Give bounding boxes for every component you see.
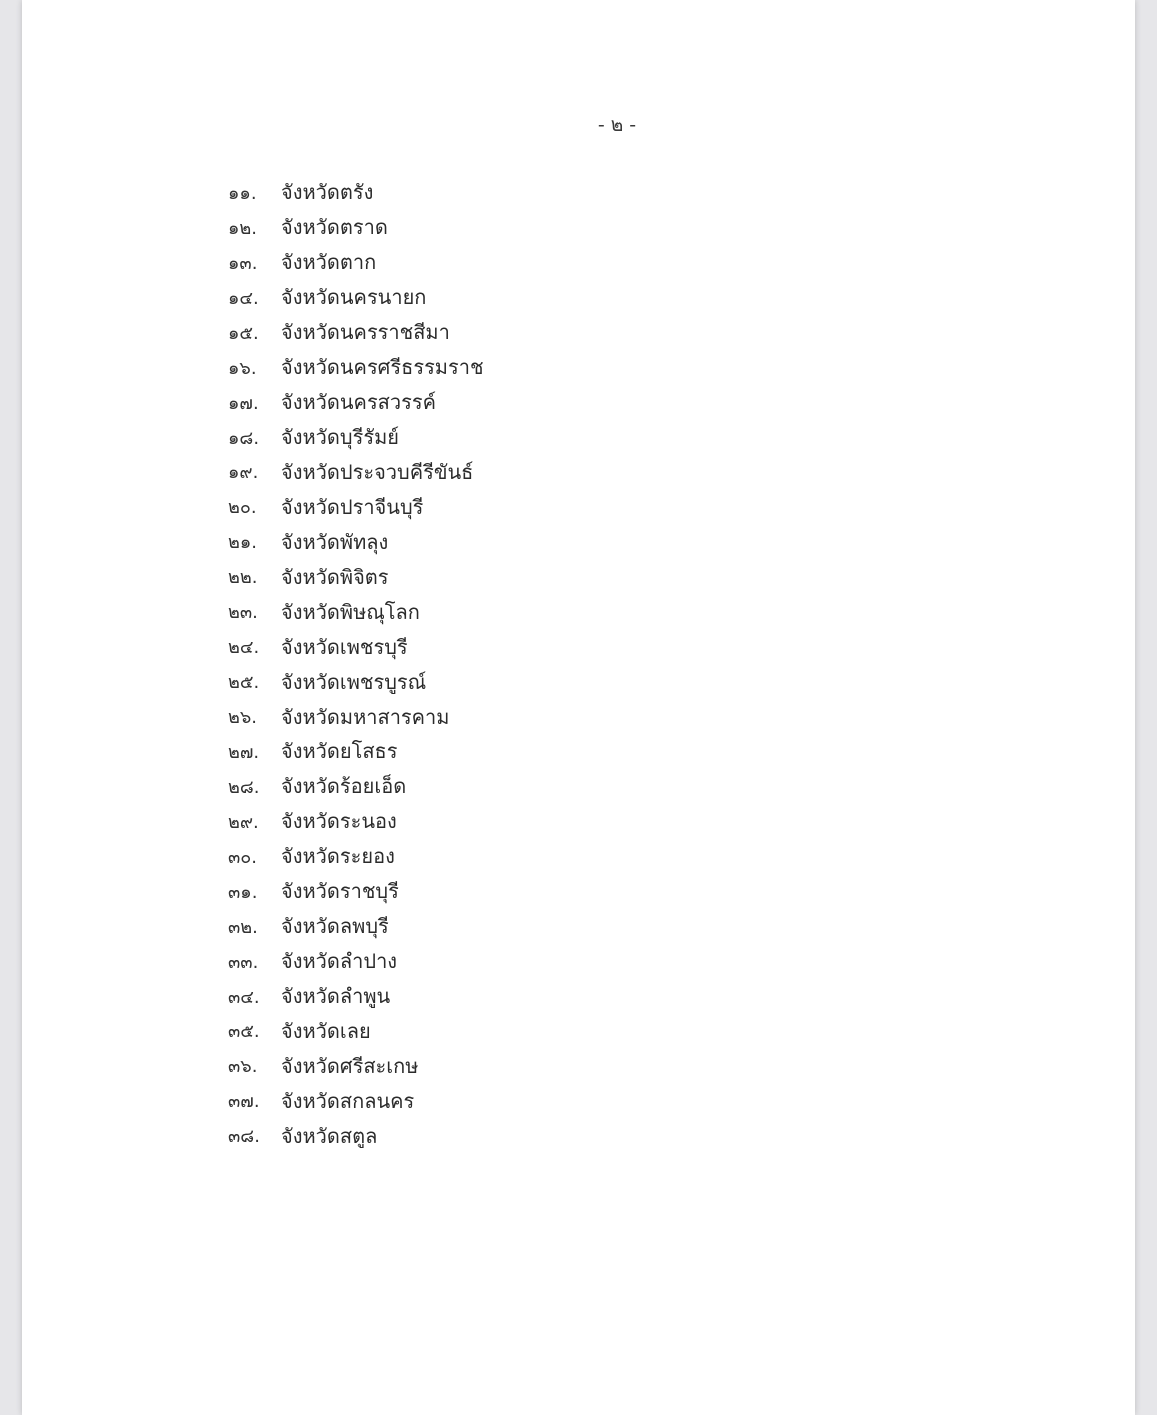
list-item xyxy=(228,839,484,874)
province-name: จังหวัดนครสวรรค์ xyxy=(281,390,436,415)
item-number: ๓๔. xyxy=(228,986,260,1008)
list-item xyxy=(228,699,484,734)
province-name: จังหวัดปราจีนบุรี xyxy=(281,494,424,519)
province-name: จังหวัดพัทลุง xyxy=(281,529,389,554)
list-item xyxy=(228,1048,484,1083)
page-number: - ๒ - xyxy=(597,114,637,136)
province-name: จังหวัดสตูล xyxy=(281,1123,378,1148)
province-name: จังหวัดเพชรบูรณ์ xyxy=(281,669,427,694)
item-number: ๑๙. xyxy=(228,462,259,484)
item-number: ๒๒. xyxy=(228,567,258,589)
list-item xyxy=(228,385,484,420)
item-number: ๒๔. xyxy=(228,637,260,659)
list-item xyxy=(228,524,484,559)
province-name: จังหวัดลพบุรี xyxy=(281,914,389,939)
list-item xyxy=(228,559,484,594)
province-name: จังหวัดร้อยเอ็ด xyxy=(281,774,407,799)
province-name: จังหวัดนครนายก xyxy=(281,285,427,310)
province-name: จังหวัดมหาสารคาม xyxy=(281,704,450,729)
province-name: จังหวัดลำปาง xyxy=(281,949,398,974)
item-number: ๓๓. xyxy=(228,951,259,973)
list-item xyxy=(228,874,484,909)
province-list xyxy=(228,175,484,1153)
item-number: ๒๐. xyxy=(228,497,257,519)
item-number: ๓๗. xyxy=(228,1091,260,1113)
province-name: จังหวัดศรีสะเกษ xyxy=(281,1053,419,1078)
province-name: จังหวัดประจวบคีรีขันธ์ xyxy=(281,459,474,484)
province-name: จังหวัดเพชรบุรี xyxy=(281,634,408,659)
list-item xyxy=(228,315,484,350)
list-item xyxy=(228,245,484,280)
list-item xyxy=(228,629,484,664)
list-item xyxy=(228,979,484,1014)
item-number: ๑๕. xyxy=(228,322,259,344)
province-name: จังหวัดลำพูน xyxy=(281,984,391,1009)
province-name: จังหวัดเลย xyxy=(281,1018,371,1043)
item-number: ๒๙. xyxy=(228,811,259,833)
item-number: ๓๘. xyxy=(228,1126,260,1148)
list-item xyxy=(228,455,484,490)
item-number: ๑๑. xyxy=(228,182,257,204)
list-item xyxy=(228,210,484,245)
province-name: จังหวัดตราด xyxy=(281,215,388,240)
item-number: ๑๔. xyxy=(228,287,259,309)
item-number: ๒๕. xyxy=(228,672,260,694)
item-number: ๑๓. xyxy=(228,252,258,274)
province-name: จังหวัดนครศรีธรรมราช xyxy=(281,355,484,380)
list-item xyxy=(228,350,484,385)
list-item xyxy=(228,804,484,839)
item-number: ๓๖. xyxy=(228,1056,258,1078)
province-name: จังหวัดตาก xyxy=(281,250,377,275)
item-number: ๑๖. xyxy=(228,357,257,379)
list-item xyxy=(228,489,484,524)
list-item xyxy=(228,664,484,699)
item-number: ๒๖. xyxy=(228,707,258,729)
item-number: ๒๗. xyxy=(228,741,260,763)
item-number: ๓๕. xyxy=(228,1021,260,1043)
province-name: จังหวัดตรัง xyxy=(281,180,374,205)
item-number: ๒๑. xyxy=(228,532,258,554)
list-item xyxy=(228,944,484,979)
province-name: จังหวัดราชบุรี xyxy=(281,879,399,904)
list-item xyxy=(228,280,484,315)
province-name: จังหวัดนครราชสีมา xyxy=(281,320,450,345)
document-page xyxy=(22,0,1135,1415)
item-number: ๑๘. xyxy=(228,427,260,449)
province-name: จังหวัดระยอง xyxy=(281,844,395,869)
item-number: ๒๓. xyxy=(228,602,258,624)
list-item xyxy=(228,769,484,804)
list-item xyxy=(228,909,484,944)
list-item xyxy=(228,175,484,210)
item-number: ๓๐. xyxy=(228,846,258,868)
province-name: จังหวัดระนอง xyxy=(281,809,397,834)
list-item xyxy=(228,1014,484,1049)
item-number: ๓๑. xyxy=(228,881,258,903)
province-name: จังหวัดพิจิตร xyxy=(281,564,389,589)
province-name: จังหวัดพิษณุโลก xyxy=(281,599,420,624)
item-number: ๒๘. xyxy=(228,776,260,798)
province-name: จังหวัดสกลนคร xyxy=(281,1088,415,1113)
item-number: ๓๒. xyxy=(228,916,258,938)
list-item xyxy=(228,594,484,629)
province-name: จังหวัดยโสธร xyxy=(281,739,398,764)
item-number: ๑๗. xyxy=(228,392,259,414)
list-item xyxy=(228,734,484,769)
province-name: จังหวัดบุรีรัมย์ xyxy=(281,425,399,450)
list-item xyxy=(228,1083,484,1118)
list-item xyxy=(228,420,484,455)
list-item xyxy=(228,1118,484,1153)
item-number: ๑๒. xyxy=(228,217,258,239)
